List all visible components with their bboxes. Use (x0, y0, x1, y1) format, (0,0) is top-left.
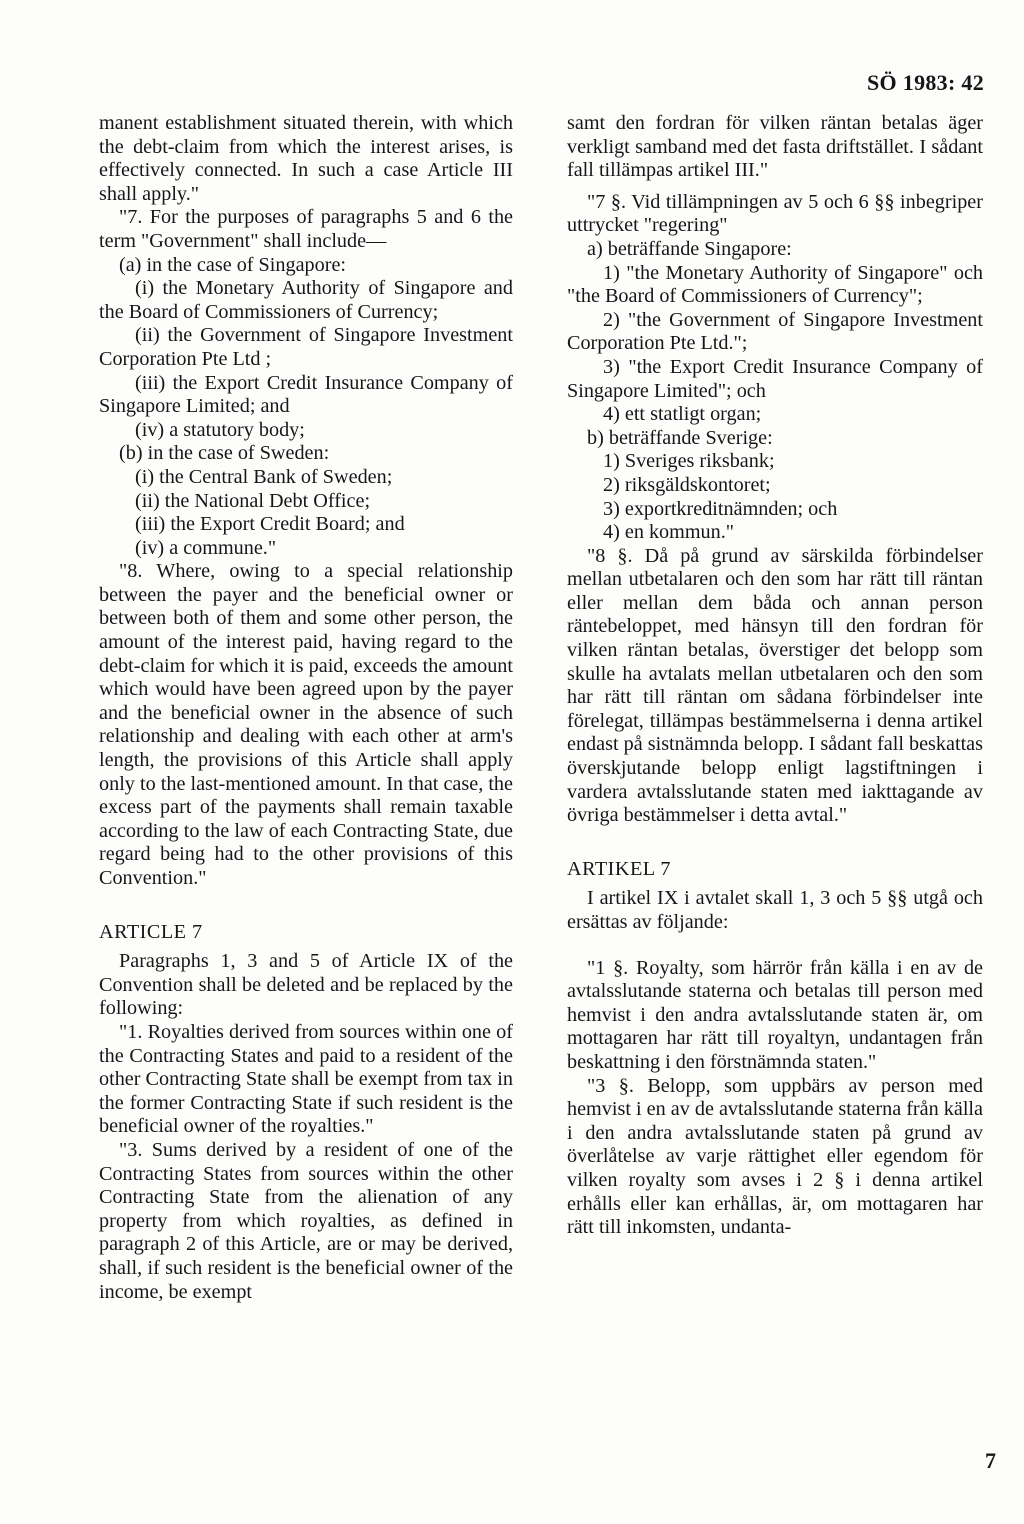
swedish-list-item: 2) riksgäldskontoret; (603, 473, 771, 496)
english-list-item: (a) in the case of Singapore: (119, 253, 347, 276)
english-paragraph-7: "7. For the purposes of paragraphs 5 and 6 the term "Government" shall include— (99, 206, 513, 252)
page-number: 7 (985, 1448, 996, 1473)
english-paragraph: manent establishment situated therein, with which the debt-claim from which the interest arises, is effectively connected. In such a case Article III shall apply." (99, 112, 513, 205)
english-list-item: (b) in the case of Sweden: (119, 442, 330, 465)
swedish-column (567, 112, 983, 1240)
swedish-list-item: 3) exportkreditnämnden; och (603, 497, 838, 520)
swedish-list-item: 1) "the Monetary Authority of Singapore" och "the Board of Commissioners of Currency"; (567, 261, 983, 308)
swedish-paragraph: "1 §. Royalty, som härrör från källa i en av de avtalsslutande staterna och betalas till person med hemvist i den andra avtalsslutande staten är, om mottagaren har rätt till royaltyn, undantagen från beskattning i den förstnämnda staten." (567, 956, 983, 1073)
swedish-list-item: 3) "the Export Credit Insurance Company of Singapore Limited"; och (567, 355, 983, 402)
swedish-article-heading: ARTIKEL 7 (567, 857, 672, 880)
swedish-list-item: 4) ett statligt organ; (603, 403, 762, 426)
english-list-item: (i) the Central Bank of Sweden; (135, 465, 393, 488)
swedish-paragraph: I artikel IX i avtalet skall 1, 3 och 5 §§ utgå och ersättas av följande: (567, 887, 983, 933)
swedish-list-item: 4) en kommun." (603, 521, 735, 544)
swedish-list-item: 1) Sveriges riksbank; (603, 450, 775, 473)
swedish-paragraph-8: "8 §. Då på grund av särskilda förbindelser mellan utbetalaren och den som har rätt till räntan eller mellan dem båda och annan person räntebeloppet, med hänsyn till den fordran för vilken räntan betalas, överstiger det belopp som skulle ha avtalats mellan utbetalaren och den som har rätt till räntan om sådana förbindelser inte förelegat, tillämpas bestämmelserna i denna artikel endast på sistnämnda belopp. I sådant fall beskattas överskjutande belopp enligt lagstiftningen i vardera avtalsslutande staten med iakttagande av övriga bestämmelser i detta avtal." (567, 544, 983, 827)
english-column (99, 112, 513, 1304)
english-list-item: (iii) the Export Credit Insurance Company of Singapore Limited; and (99, 371, 513, 418)
swedish-list-item: 2) "the Government of Singapore Investment Corporation Pte Ltd."; (567, 308, 983, 355)
english-list-item: (iii) the Export Credit Board; and (135, 513, 405, 536)
swedish-paragraph: "3 §. Belopp, som uppbärs av person med hemvist i en av de avtalsslutande staterna från källa i den andra avtalsslutande staten på grund av överlåtelse av varje rättighet eller egendom för vilken royalty som avses i 2 § i denna artikel erhålls eller kan erhållas, är, om mottagaren har rätt till inkomsten, undanta- (567, 1074, 983, 1239)
swedish-paragraph: samt den fordran för vilken räntan betalas äger verkligt samband med det fasta driftstället. I sådant fall tillämpas artikel III." (567, 112, 983, 182)
swedish-list-item: a) beträffande Singapore: (587, 237, 792, 260)
english-article-heading: ARTICLE 7 (99, 920, 203, 943)
english-list-item: (ii) the Government of Singapore Investment Corporation Pte Ltd ; (99, 324, 513, 370)
english-list-item: (ii) the National Debt Office; (135, 489, 371, 512)
english-paragraph: "3. Sums derived by a resident of one of the Contracting States from sources within the other Contracting State from the alienation of any property from which royalties, as defined in paragraph 2 of this Article, are or may be derived, shall, if such resident is the beneficial owner of the income, be exempt (99, 1138, 513, 1303)
english-list-item: (iv) a commune." (135, 536, 277, 559)
document-reference: SÖ 1983: 42 (867, 70, 984, 95)
english-paragraph-8: "8. Where, owing to a special relationship between the payer and the beneficial owner or between both of them and some other person, the amount of the interest paid, having regard to the debt-claim for which it is paid, exceeds the amount which would have been agreed upon by the payer and the beneficial owner in the absence of such relationship and dealing with each other at arm's length, the provisions of this Article shall apply only to the last-mentioned amount. In that case, the excess part of the payments shall remain taxable according to the law of each Contracting State, due regard being had to the other provisions of this Convention." (99, 560, 513, 889)
swedish-paragraph-7: "7 §. Vid tillämpningen av 5 och 6 §§ inbegriper uttrycket "regering" (567, 190, 983, 237)
english-list-item: (iv) a statutory body; (135, 418, 305, 441)
swedish-list-item: b) beträffande Sverige: (587, 426, 773, 449)
english-list-item: (i) the Monetary Authority of Singapore and the Board of Commissioners of Currency; (99, 277, 513, 323)
english-paragraph: Paragraphs 1, 3 and 5 of Article IX of the Convention shall be deleted and be replaced by the following: (99, 950, 513, 1020)
english-paragraph: "1. Royalties derived from sources within one of the Contracting States and paid to a resident of the other Contracting State shall be exempt from tax in the former Contracting State if such resident is the beneficial owner of the royalties." (99, 1020, 513, 1138)
